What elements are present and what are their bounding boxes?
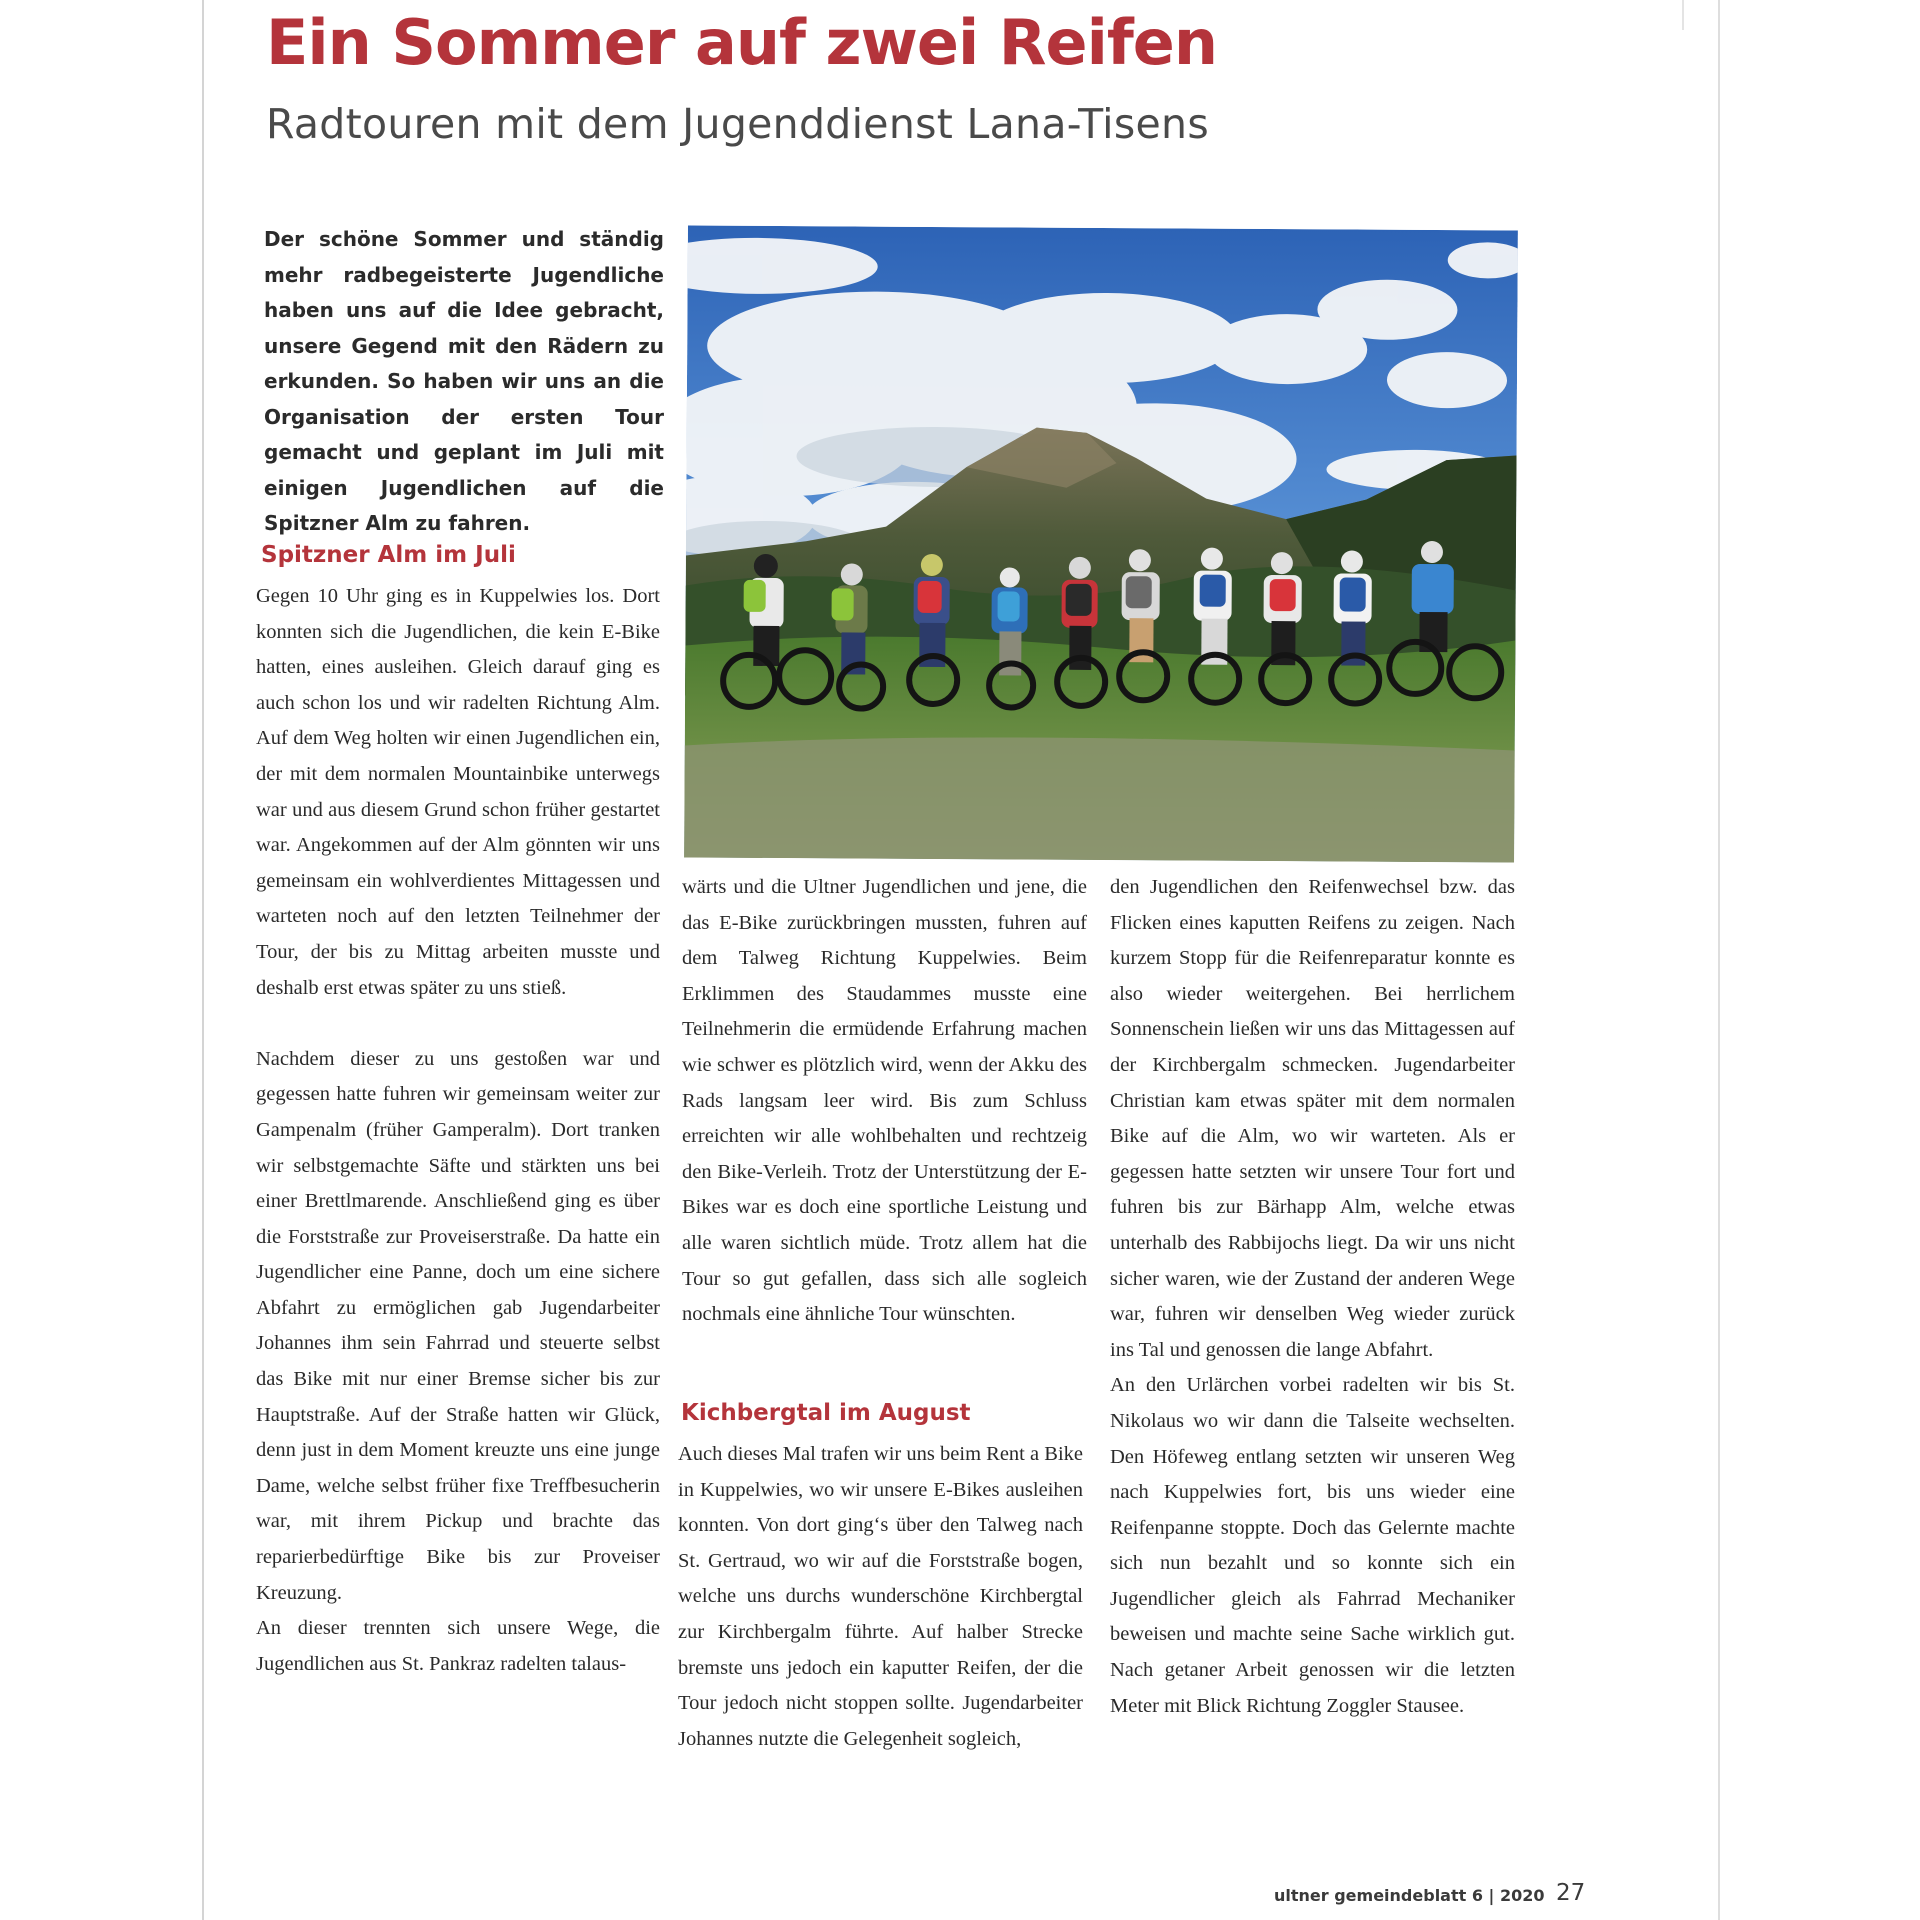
footer-page-number: 27 <box>1556 1880 1586 1906</box>
section-heading-spitzner: Spitzner Alm im Juli <box>261 542 516 568</box>
column-2-lower <box>678 1437 1083 1757</box>
paragraph: den Jugendlichen den Reifenwechsel bzw. das Flicken eines kaputten Reifens zu zeigen. Nach kurzem Stopp für die Reifenreparatur konnte es also wieder weitergehen. Bei herrlichem Sonnenschein ließen wir uns das Mittagessen auf der Kirchbergalm schmecken. Jugendarbeiter Christian kam etwas später mit dem normalen Bike auf die Alm, wo wir warteten. Als er gegessen hatte setzten wir unsere Tour fort und fuhren bis zur Bärhapp Alm, welche etwas unterhalb des Rabbijochs liegt. Da wir uns nicht sicher waren, wie der Zustand der anderen Wege war, fuhren wir denselben Weg wieder zurück ins Tal und genossen die lange Abfahrt. <box>1110 876 1515 1361</box>
mountain-bikers-photo <box>684 225 1518 862</box>
article-subtitle: Radtouren mit dem Jugenddienst Lana-Tisens <box>266 100 1209 148</box>
page-edge-mark <box>1682 0 1684 30</box>
paragraph: An den Urlärchen vorbei radelten wir bis St. Nikolaus wo wir dann die Talseite wechselten. Den Höfeweg entlang setzten wir unseren Weg nach Kuppelwies fort, bis uns wieder eine Reifenpanne stoppte. Doch das Gelernte machte sich nun bezahlt und so konnte sich ein Jugendlicher gleich als Fahrrad Mechaniker beweisen und machte seine Sache wirklich gut. Nach getaner Arbeit genossen wir die letzten Meter mit Blick Richtung Zoggler Stausee. <box>1110 1374 1515 1717</box>
paragraph: An dieser trennten sich unsere Wege, die Jugendlichen aus St. Pankraz radelten talaus- <box>256 1617 660 1675</box>
column-3 <box>1110 870 1515 1724</box>
section-heading-kichberg: Kichbergtal im August <box>681 1400 971 1426</box>
column-2 <box>682 870 1087 1333</box>
footer-magazine: ultner gemeindeblatt 6 | 2020 <box>1274 1886 1545 1905</box>
page-edge-right <box>1718 0 1720 1920</box>
paragraph: Nachdem dieser zu uns gestoßen war und gegessen hatte fuhren wir gemeinsam weiter zur Gampenalm (früher Gamperalm). Dort tranken wir selbstgemachte Säfte und stärkten uns bei einer Brettlmarende. Anschließend ging es über die Forststraße zur Proveiserstraße. Da hatte ein Jugendlicher eine Panne, doch um eine sichere Abfahrt zu ermöglichen gab Jugendarbeiter Johannes ihm sein Fahrrad und steuerte selbst das Bike mit nur einer Bremse sicher bis zur Hauptstraße. Auf der Straße hatten wir Glück, denn just in dem Moment kreuzte uns eine junge Dame, welche selbst früher fixe Treffbesucherin war, mit ihrem Pickup und brachte das reparierbedürftige Bike bis zur Proveiser Kreuzung. <box>256 1047 660 1604</box>
article-title: Ein Sommer auf zwei Reifen <box>266 6 1217 79</box>
article-intro: Der schöne Sommer und ständig mehr radbegeisterte Jugendliche haben uns auf die Idee gebracht, unsere Gegend mit den Rädern zu erkunden. So haben wir uns an die Organisation der ersten Tour gemacht und geplant im Juli mit einigen Jugendlichen auf die Spitzner Alm zu fahren. <box>264 227 664 535</box>
paragraph: Gegen 10 Uhr ging es in Kuppelwies los. Dort konnten sich die Jugendlichen, die kein E-Bike hatten, eines ausleihen. Gleich darauf ging es auch schon los und wir radelten Richtung Alm. Auf dem Weg holten wir einen Jugendlichen ein, der mit dem normalen Mountainbike unterwegs war und aus diesem Grund schon früher gestartet war. Angekommen auf der Alm gönnten wir uns gemeinsam ein wohlverdientes Mittagessen und warteten noch auf den letzten Teilnehmer der Tour, der bis zu Mittag arbeiten musste und deshalb erst etwas später zu uns stieß. <box>256 585 660 999</box>
paragraph: Auch dieses Mal trafen wir uns beim Rent a Bike in Kuppelwies, wo wir unsere E-Bikes ausleihen konnten. Von dort ging‘s über den Talweg nach St. Gertraud, wo wir auf die Forststraße bogen, welche uns durchs wunderschöne Kirchbergtal zur Kirchbergalm führte. Auf halber Strecke bremste uns jedoch ein kaputter Reifen, der die Tour jedoch nicht stoppen sollte. Jugendarbeiter Johannes nutzte die Gelegenheit sogleich, <box>678 1443 1083 1750</box>
paragraph: wärts und die Ultner Jugendlichen und jene, die das E-Bike zurückbringen mussten, fuhren auf dem Talweg Richtung Kuppelwies. Beim Erklimmen des Staudammes musste eine Teilnehmerin die ermüdende Erfahrung machen wie schwer es plötzlich wird, wenn der Akku des Rads langsam leer wird. Bis zum Schluss erreichten wir alle wohlbehalten und rechtzeig den Bike-Verleih. Trotz der Unterstützung der E-Bikes war es doch eine sportliche Leistung und alle waren sichtlich müde. Trotz allem hat die Tour so gut gefallen, dass sich alle sogleich nochmals eine ähnliche Tour wünschten. <box>682 876 1087 1326</box>
column-1 <box>256 579 660 1682</box>
page-edge-left <box>202 0 204 1920</box>
